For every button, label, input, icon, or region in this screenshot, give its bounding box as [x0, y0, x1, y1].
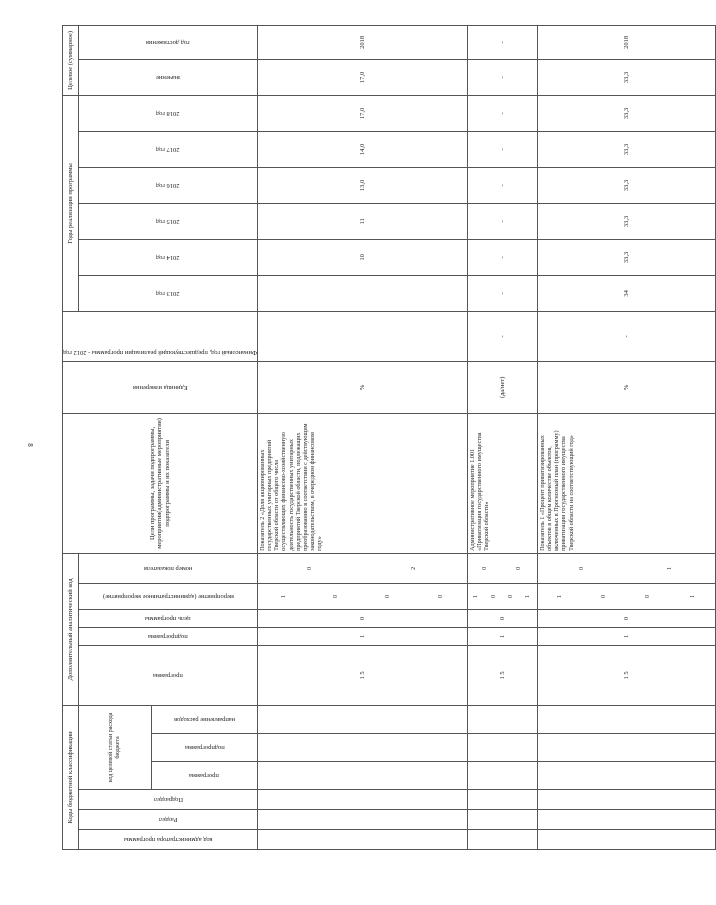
y2014-cell: 33,3 — [538, 239, 716, 275]
target-year-cell: 2018 — [258, 25, 468, 59]
y2018-cell: 33,3 — [538, 95, 716, 131]
expense-code-header: код целевой статьи расхода бюджета — [79, 705, 152, 789]
analytic-task-cell: 0 — [258, 609, 468, 627]
digit: 0 — [601, 594, 608, 598]
target-value-cell: 17,0 — [258, 59, 468, 95]
y2013-cell: 34 — [538, 275, 716, 311]
direction-header: направление расходов — [173, 716, 235, 724]
analytic-program-cell: 1 5 — [468, 645, 538, 705]
analytic-indicator-cell — [468, 553, 538, 583]
y2018-header: 2018 год — [156, 110, 180, 118]
section-header: Раздел — [158, 816, 178, 824]
indicator-text: Показатель 2 «Доля акционированных государственных унитарных предприятий Тверской области от общего числа осуществляющих финансово-хозяйственную деятельность государственных унитарных предприятий Тверской области, подлежащих преобразованию в соответствии с действующим законодательством, в очередном финансовом году» — [258, 413, 468, 553]
table-row — [538, 25, 716, 849]
analytic-program-cell: 1 5 — [538, 645, 716, 705]
digit: 0 — [437, 594, 444, 598]
empty-cell — [258, 705, 468, 733]
program-header: программа — [189, 772, 220, 780]
program-indicators-table — [62, 25, 716, 850]
empty-cell — [258, 762, 468, 790]
empty-cell — [538, 810, 716, 830]
digit: 2 — [411, 566, 418, 570]
digit: 1 — [525, 594, 532, 598]
analytic-activity-cell — [538, 583, 716, 609]
digit: 0 — [516, 566, 523, 570]
empty-cell — [258, 810, 468, 830]
analytic-task-cell: 0 — [468, 609, 538, 627]
subsection-header: Подраздел — [153, 796, 183, 804]
activity-header-cell — [79, 583, 258, 609]
subprogram-header-cell — [151, 734, 257, 762]
subsection-header-cell — [79, 790, 258, 810]
target-year-cell: 2018 — [538, 25, 716, 59]
empty-cell — [538, 830, 716, 850]
empty-cell — [468, 790, 538, 810]
unit-cell: % — [538, 361, 716, 413]
digit: 0 — [507, 594, 514, 598]
unit-header-cell — [63, 361, 258, 413]
empty-cell — [538, 705, 716, 733]
fin-year-cell: - — [468, 311, 538, 361]
indicator-no-header-cell — [79, 553, 258, 583]
empty-cell — [468, 830, 538, 850]
empty-cell — [538, 734, 716, 762]
target-header: Целевое (суммарное) — [63, 25, 79, 95]
target-value-header: значение — [155, 74, 181, 82]
rotated-table-frame — [62, 30, 696, 850]
y2016-header: 2016 год — [156, 182, 180, 190]
y2016-cell: 33,3 — [538, 167, 716, 203]
y2013-header: 2013 год — [156, 290, 180, 298]
target-value-header-cell — [79, 59, 258, 95]
digit: 0 — [306, 566, 313, 570]
fin-year-cell — [258, 311, 468, 361]
years-header: Годы реализации программы — [63, 95, 79, 311]
y2013-header-cell — [79, 275, 258, 311]
admin-code-header-cell — [79, 830, 258, 850]
admin-code-header: код администратора программы — [123, 836, 213, 844]
y2014-header-cell — [79, 239, 258, 275]
digit: 0 — [490, 594, 497, 598]
empty-cell — [468, 734, 538, 762]
digit: 0 — [333, 594, 340, 598]
digit: 0 — [578, 566, 585, 570]
y2015-header-cell — [79, 203, 258, 239]
y2013-cell: - — [468, 275, 538, 311]
task-header-cell — [79, 609, 258, 627]
y2017-cell: - — [468, 131, 538, 167]
analytic-program-cell: 1 5 — [258, 645, 468, 705]
y2017-cell: 33,3 — [538, 131, 716, 167]
analytic-indicator-cell — [538, 553, 716, 583]
activity-header: мероприятие (административное мероприятие) — [102, 593, 234, 601]
y2017-header-cell — [79, 131, 258, 167]
an-subprogram-header-cell — [79, 627, 258, 645]
activity-text: Административное мероприятие 1.001 «Приватизация государственного имущества Тверской области» — [468, 413, 538, 553]
y2016-cell: - — [468, 167, 538, 203]
table-row — [258, 25, 468, 849]
empty-cell — [468, 810, 538, 830]
program-indicators-table-wrapper — [62, 30, 696, 850]
target-value-cell: - — [468, 59, 538, 95]
analytic-indicator-cell — [258, 553, 468, 583]
fin-year-header: Финансовый год, предшествующий реализации программы - 2012 год — [63, 349, 258, 357]
digit: 1 — [667, 566, 674, 570]
y2015-cell: 11 — [258, 203, 468, 239]
digit: 0 — [385, 594, 392, 598]
digit: 1 — [473, 594, 480, 598]
y2014-header: 2014 год — [156, 254, 180, 262]
target-value-cell: 33,3 — [538, 59, 716, 95]
empty-cell — [538, 762, 716, 790]
empty-cell — [538, 790, 716, 810]
fin-year-cell: - — [538, 311, 716, 361]
analytic-activity-cell — [468, 583, 538, 609]
analytic-activity-cell — [258, 583, 468, 609]
page-number: 8 — [25, 443, 34, 447]
y2016-cell: 13,0 — [258, 167, 468, 203]
y2016-header-cell — [79, 167, 258, 203]
empty-cell — [258, 790, 468, 810]
an-subprogram-header: подпрограмма — [148, 633, 188, 641]
empty-cell — [468, 762, 538, 790]
empty-cell — [468, 705, 538, 733]
y2015-cell: 33,3 — [538, 203, 716, 239]
an-program-header: программа — [153, 672, 183, 680]
analytic-code-header: Дополнительный аналитический код — [63, 553, 79, 705]
target-year-header: год достижения — [146, 39, 190, 47]
fin-year-header-cell — [63, 311, 258, 361]
indicator-text: Показатель 1 «Процент приватизированных объектов в общем количестве объектов, включенных в Прогнозный план (программу) приватизации государственного имущества Тверской области на соответствующий год» — [538, 413, 716, 553]
y2014-cell: 10 — [258, 239, 468, 275]
digit: 0 — [481, 566, 488, 570]
direction-header-cell — [151, 705, 257, 733]
program-header-cell — [151, 762, 257, 790]
digit: 0 — [645, 594, 652, 598]
y2017-header: 2017 год — [156, 146, 180, 154]
unit-cell: % — [258, 361, 468, 413]
analytic-subprogram-cell: 1 — [258, 627, 468, 645]
y2018-header-cell — [79, 95, 258, 131]
section-header-cell — [79, 810, 258, 830]
y2015-header: 2015 год — [156, 218, 180, 226]
digit: 1 — [556, 594, 563, 598]
y2015-cell: - — [468, 203, 538, 239]
budget-codes-header: Коды бюджетной классификации — [63, 705, 79, 849]
y2018-cell: - — [468, 95, 538, 131]
digit: 1 — [689, 594, 696, 598]
y2018-cell: 17,0 — [258, 95, 468, 131]
y2013-cell — [258, 275, 468, 311]
target-year-cell: - — [468, 25, 538, 59]
y2017-cell: 14,0 — [258, 131, 468, 167]
goals-header: Цели программы, задачи подпрограммы, мероприятия(административные мероприятия) подпрограммы и их показатели — [63, 413, 258, 553]
analytic-subprogram-cell: 1 — [468, 627, 538, 645]
unit-cell: (да/нет) — [468, 361, 538, 413]
task-header: цель программы — [145, 615, 191, 623]
digit: 1 — [280, 594, 287, 598]
table-row — [468, 25, 538, 849]
empty-cell — [258, 830, 468, 850]
y2014-cell: - — [468, 239, 538, 275]
empty-cell — [258, 734, 468, 762]
target-year-header-cell — [79, 25, 258, 59]
subprogram-header: подпрограмма — [184, 744, 225, 752]
unit-header: Единица измерения — [132, 384, 188, 392]
an-program-header-cell — [79, 645, 258, 705]
analytic-subprogram-cell: 1 — [538, 627, 716, 645]
indicator-no-header: номер показателя — [143, 565, 193, 573]
analytic-task-cell: 0 — [538, 609, 716, 627]
